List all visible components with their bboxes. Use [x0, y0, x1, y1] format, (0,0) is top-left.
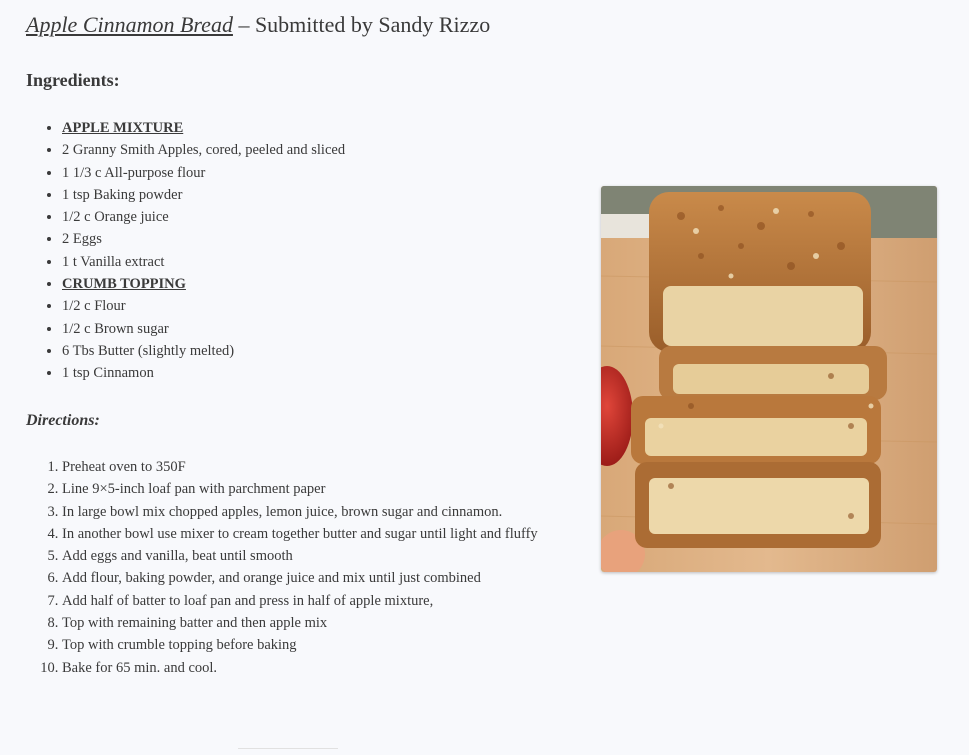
ingredient-item: • 1 t Vanilla extract — [62, 251, 582, 273]
recipe-byline: – Submitted by Sandy Rizzo — [232, 12, 491, 37]
direction-step: 6. Add flour, baking powder, and orange juice and mix until just combined — [62, 567, 540, 589]
ingredient-item: • 2 Granny Smith Apples, cored, peeled and sliced — [62, 139, 582, 161]
ingredients-heading: Ingredients: — [26, 70, 120, 90]
direction-step: 5. Add eggs and vanilla, beat until smooth — [62, 545, 540, 567]
direction-step: 3. In large bowl mix chopped apples, lemon juice, brown sugar and cinnamon. — [62, 501, 540, 523]
direction-step: 10. Bake for 65 min. and cool. — [62, 657, 540, 679]
page-title — [26, 10, 490, 40]
ingredient-item: • 2 Eggs — [62, 228, 582, 250]
ingredients-list — [26, 117, 582, 385]
ingredient-subheading: • APPLE MIXTURE — [62, 117, 582, 139]
direction-step: 4. In another bowl use mixer to cream together butter and sugar until light and fluffy — [62, 523, 540, 545]
direction-step: 7. Add half of batter to loaf pan and press in half of apple mixture, — [62, 590, 540, 612]
divider — [238, 748, 338, 749]
ingredient-item: • 1 tsp Baking powder — [62, 184, 582, 206]
ingredient-item: • 1 tsp Cinnamon — [62, 362, 582, 384]
ingredient-item: • 1/2 c Brown sugar — [62, 318, 582, 340]
directions-list — [26, 456, 540, 679]
direction-step: 8. Top with remaining batter and then apple mix — [62, 612, 540, 634]
directions-heading: Directions: — [26, 412, 100, 429]
ingredient-item: • 1/2 c Flour — [62, 295, 582, 317]
apple-cinnamon-bread-photo — [601, 186, 937, 572]
ingredient-item: • 1/2 c Orange juice — [62, 206, 582, 228]
direction-step: 9. Top with crumble topping before baking — [62, 634, 540, 656]
ingredient-item: • 1 1/3 c All-purpose flour — [62, 162, 582, 184]
ingredient-item: • 6 Tbs Butter (slightly melted) — [62, 340, 582, 362]
recipe-title-link[interactable]: Apple Cinnamon Bread — [26, 12, 233, 37]
direction-step: 2. Line 9×5-inch loaf pan with parchment paper — [62, 478, 540, 500]
direction-step: 1. Preheat oven to 350F — [62, 456, 540, 478]
ingredient-subheading: • CRUMB TOPPING — [62, 273, 582, 295]
